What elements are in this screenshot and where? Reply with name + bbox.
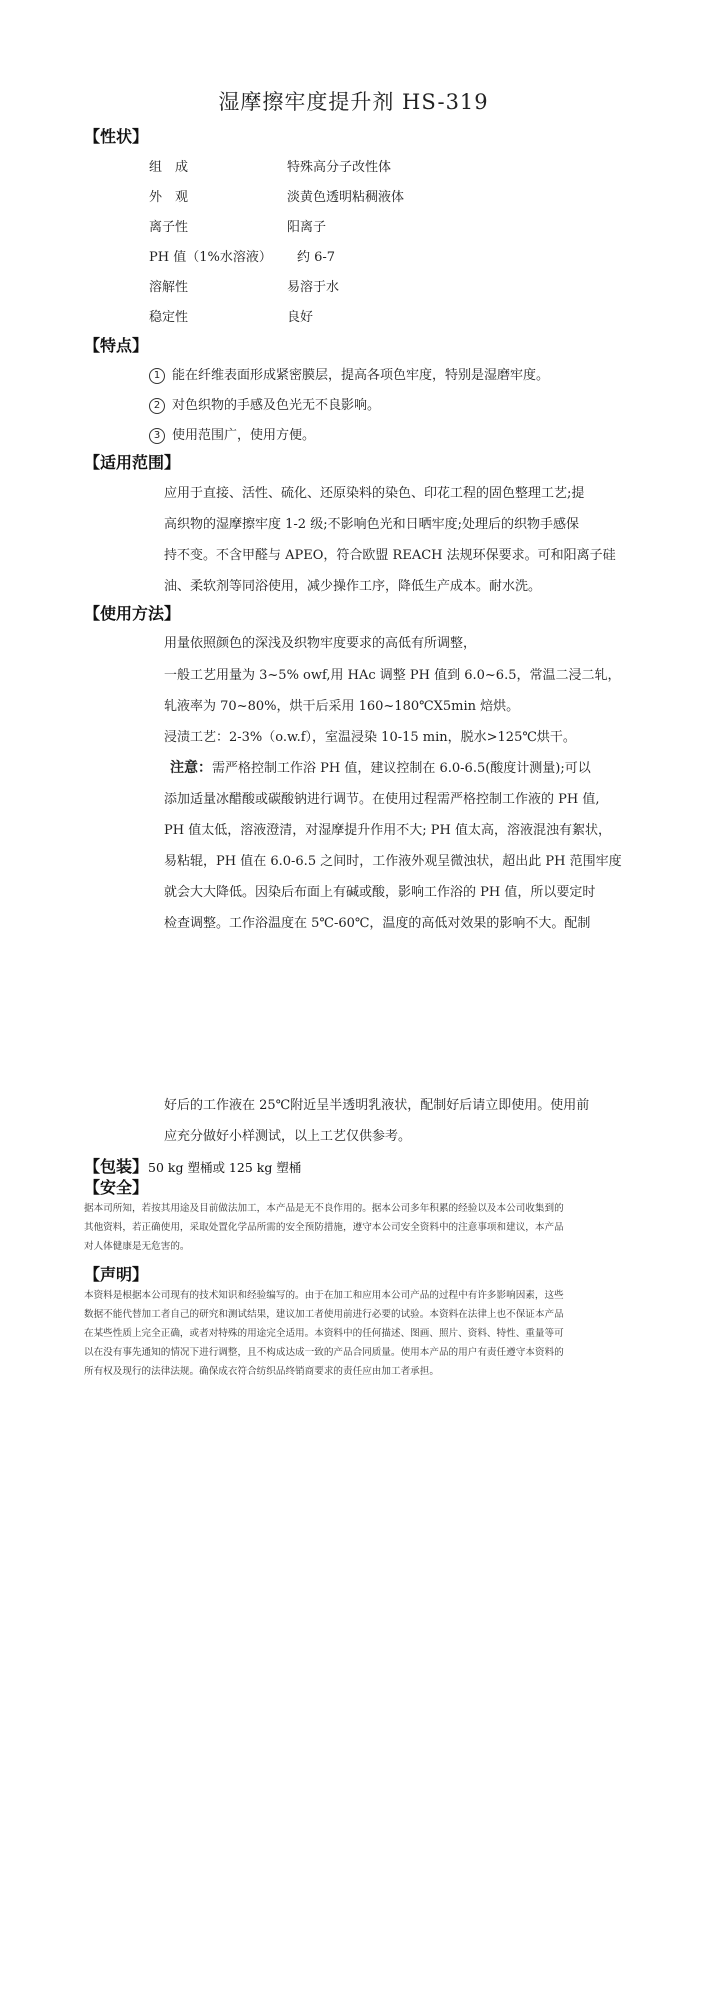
- circled-number: 1: [149, 368, 165, 384]
- feature-item: [149, 424, 315, 444]
- packaging-heading: 【包装】: [84, 1157, 149, 1176]
- property-value: 特殊高分子改性体: [287, 160, 392, 175]
- circled-number: 2: [149, 398, 165, 414]
- property-row: [149, 276, 339, 295]
- note-continued-line: 好后的工作液在 25℃附近呈半透明乳液状，配制好后请立即使用。使用前: [164, 1098, 590, 1113]
- packaging-section: [84, 1154, 301, 1177]
- property-row: [149, 156, 391, 175]
- scope-line: 持不变。不含甲醛与 APEO，符合欧盟 REACH 法规环保要求。可和阳离子硅: [164, 548, 616, 563]
- scope-line: 油、柔软剂等同浴使用，减少操作工序，降低生产成本。耐水洗。: [164, 579, 542, 594]
- note-continued-line: 应充分做好小样测试，以上工艺仅供参考。: [164, 1129, 412, 1144]
- scope-line: 高织物的湿摩擦牢度 1-2 级;不影响色光和日晒牢度;处理后的织物手感保: [164, 517, 579, 532]
- safety-line: 据本司所知，若按其用途及目前做法加工，本产品是无不良作用的。据本公司多年积累的经验以及本公司收集到的: [84, 1203, 564, 1214]
- statement-text: [84, 1286, 630, 1381]
- property-key: 离子性: [149, 220, 189, 235]
- property-value: 淡黄色透明粘稠液体: [287, 190, 405, 205]
- property-value: 约 6-7: [297, 250, 336, 265]
- feature-item: [149, 364, 549, 384]
- property-value: 易溶于水: [287, 280, 340, 295]
- property-key: 外 观: [149, 190, 189, 205]
- feature-text: 对色织物的手感及色光无不良影响。: [172, 398, 381, 413]
- property-value: 阳离子: [287, 220, 327, 235]
- safety-text: [84, 1199, 630, 1256]
- safety-line: 对人体健康是无危害的。: [84, 1241, 190, 1252]
- usage-line: 一般工艺用量为 3~5% owf,用 HAc 调整 PH 值到 6.0~6.5，常温二浸二轧，: [164, 668, 621, 683]
- property-value: 良好: [287, 310, 314, 325]
- statement-line: 以在没有事先通知的情况下进行调整，且不构成达成一致的产品合同质量。使用本产品的用户有责任遵守本资料的: [84, 1347, 564, 1358]
- usage-line: 轧液率为 70~80%，烘干后采用 160~180℃X5min 焙烘。: [164, 699, 520, 714]
- note-line: 添加适量冰醋酸或碳酸钠进行调节。在使用过程需严格控制工作液的 PH 值,: [164, 792, 600, 807]
- note-line: 易粘辊，PH 值在 6.0-6.5 之间时，工作液外观呈微浊状，超出此 PH 范围牢度: [164, 854, 622, 869]
- note-label: 注意：: [170, 760, 212, 776]
- note-text: 需严格控制工作浴 PH 值，建议控制在 6.0-6.5(酸度计测量);可以: [212, 761, 591, 776]
- usage-line: 浸渍工艺：2-3%（o.w.f），室温浸染 10-15 min，脱水>125℃烘干。: [164, 730, 576, 745]
- packaging-text: 50 kg 塑桶或 125 kg 塑桶: [148, 1160, 302, 1175]
- feature-text: 能在纤维表面形成紧密膜层，提高各项色牢度，特别是湿磨牢度。: [172, 368, 550, 383]
- property-row: [149, 216, 326, 235]
- statement-line: 数据不能代替加工者自己的研究和测试结果，建议加工者使用前进行必要的试验。本资料在法律上也不保证本产品: [84, 1309, 564, 1320]
- scope-line: 应用于直接、活性、硫化、还原染料的染色、印花工程的固色整理工艺;提: [164, 486, 585, 501]
- usage-heading: 【使用方法】: [84, 604, 181, 623]
- statement-heading: 【声明】: [84, 1265, 149, 1284]
- document-title: 湿摩擦牢度提升剂 HS-319: [218, 90, 489, 114]
- note-line: 检查调整。工作浴温度在 5℃-60℃，温度的高低对效果的影响不大。配制: [164, 916, 591, 931]
- circled-number: 3: [149, 428, 165, 444]
- statement-line: 所有权及现行的法律法规。确保成衣符合纺织品终销商要求的责任应由加工者承担。: [84, 1366, 439, 1377]
- note-line: 就会大大降低。因染后布面上有碱或酸，影响工作浴的 PH 值，所以要定时: [164, 885, 596, 900]
- features-heading: 【特点】: [84, 336, 149, 355]
- property-key: 溶解性: [149, 280, 189, 295]
- safety-line: 其他资料，若正确使用，采取处置化学品所需的安全预防措施，遵守本公司安全资料中的注意事项和建议，本产品: [84, 1222, 564, 1233]
- usage-line: 用量依照颜色的深浅及织物牢度要求的高低有所调整，: [164, 636, 477, 651]
- safety-heading: 【安全】: [84, 1178, 149, 1197]
- property-row: [149, 306, 313, 325]
- note-first-line: [170, 757, 591, 777]
- properties-heading: 【性状】: [84, 127, 149, 146]
- scope-heading: 【适用范围】: [84, 453, 181, 472]
- note-line: PH 值太低，溶液澄清，对湿摩提升作用不大; PH 值太高，溶液混浊有絮状，: [164, 823, 611, 838]
- property-row: [149, 186, 404, 205]
- property-key: 稳定性: [149, 310, 189, 325]
- feature-item: [149, 394, 380, 414]
- property-key: 组 成: [149, 160, 189, 175]
- property-row: [149, 246, 335, 265]
- statement-line: 本资料是根据本公司现有的技术知识和经验编写的。由于在加工和应用本公司产品的过程中有许多影响因素，这些: [84, 1290, 564, 1301]
- property-key: PH 值（1%水溶液）: [149, 250, 272, 265]
- feature-text: 使用范围广，使用方便。: [172, 428, 316, 443]
- statement-line: 在某些性质上完全正确，或者对特殊的用途完全适用。本资料中的任何描述、图画、照片、资料、特性、重量等可: [84, 1328, 564, 1339]
